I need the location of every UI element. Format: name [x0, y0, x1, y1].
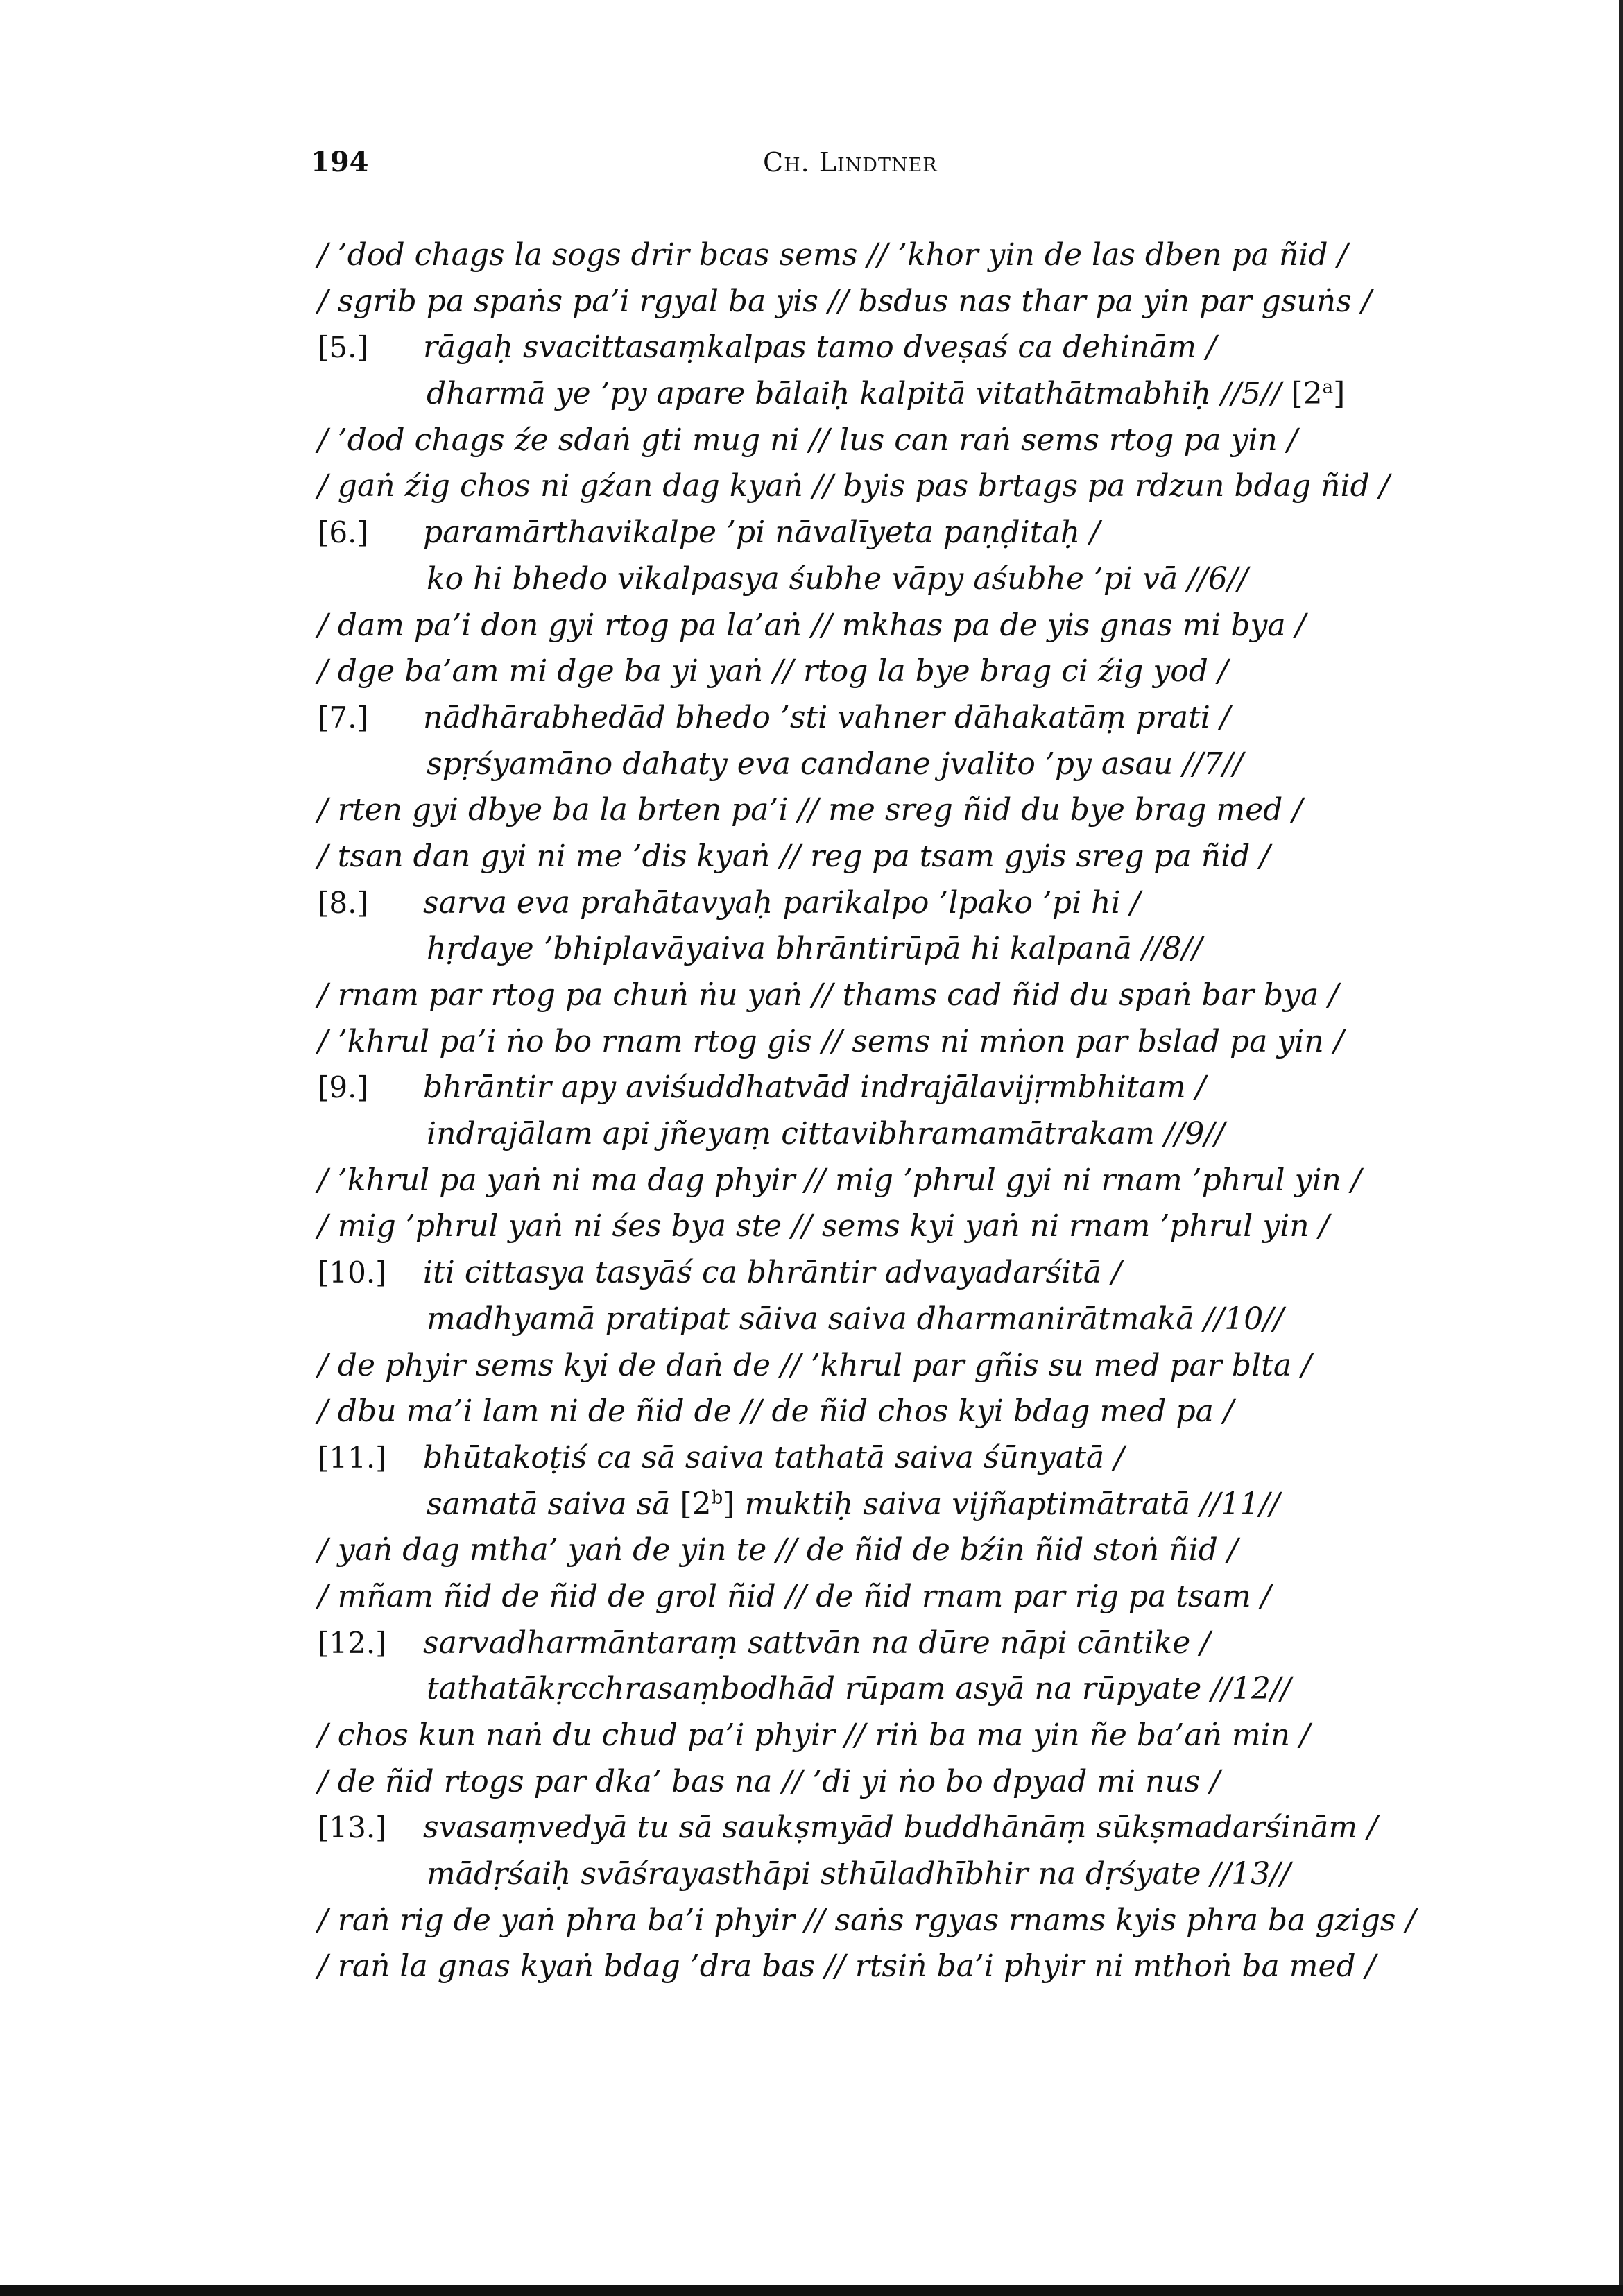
verse-number: [8.]: [318, 885, 368, 920]
folio-marker-side: b: [711, 1487, 723, 1508]
sanskrit-verse-line: [312, 1111, 1561, 1158]
binding-edge: [1619, 0, 1623, 2296]
verse-number: [9.]: [318, 1070, 368, 1105]
tibetan-text: / yaṅ dag mtha’ yaṅ de yin te // de ñid de bźin ñid stoṅ ñid /: [318, 1532, 1238, 1568]
sanskrit-text-part: mādṛśaiḥ svāśrayasthāpi sthūladhībhir na dṛśyate //13//: [427, 1856, 1291, 1892]
sanskrit-text-part: ko hi bhedo vikalpasya śubhe vāpy aśubhe ’pi vā //6//: [427, 560, 1248, 597]
sanskrit-text: bhrāntir apy aviśuddhatvād indrajālavijṛmbhitam /: [423, 1070, 1206, 1106]
sanskrit-text: paramārthavikalpe ’pi nāvalīyeta paṇḍitaḥ /: [423, 515, 1100, 551]
sanskrit-verse-line: [312, 880, 1561, 927]
body-text: [312, 232, 1561, 1990]
sanskrit-verse-line: [312, 371, 1561, 418]
sanskrit-text: iti cittasya tasyāś ca bhrāntir advayadarśitā /: [423, 1255, 1122, 1291]
sanskrit-text: [427, 371, 1345, 418]
sanskrit-text-part: samatā saiva sā: [427, 1486, 671, 1522]
sanskrit-text: nādhārabhedād bhedo ’sti vahner dāhakatāṃ prati /: [423, 699, 1230, 735]
sanskrit-text: sarva eva prahātavyaḥ parikalpo ’lpako ’pi hi /: [423, 884, 1141, 920]
sanskrit-text: rāgaḥ svacittasaṃkalpas tamo dveṣaś ca dehinām /: [423, 329, 1217, 366]
tibetan-verse-line: [312, 232, 1561, 279]
sanskrit-text: [427, 1666, 1291, 1713]
tibetan-verse-line: [312, 1389, 1561, 1435]
tibetan-text: / raṅ la gnas kyaṅ bdag ’dra bas // rtsiṅ ba’i phyir ni mthoṅ ba med /: [318, 1948, 1376, 1985]
sanskrit-text-part: madhyamā pratipat sāiva saiva dharmanirātmakā //10//: [427, 1301, 1284, 1337]
folio-marker: [680, 1487, 735, 1522]
verse-number: [13.]: [318, 1810, 387, 1845]
tibetan-text: / ’khrul pa yaṅ ni ma dag phyir // mig ’phrul gyi ni rnam ’phrul yin /: [318, 1162, 1362, 1198]
tibetan-text: / de ñid rtogs par dka’ bas na // ’di yi ṅo bo dpyad mi nus /: [318, 1763, 1221, 1799]
sanskrit-verse-line: [312, 1620, 1561, 1667]
tibetan-verse-line: [312, 649, 1561, 695]
tibetan-text: / ’dod chags źe sdaṅ gti mug ni // lus can raṅ sems rtog pa yin /: [318, 422, 1298, 458]
sanskrit-verse-line: [312, 510, 1561, 556]
sanskrit-text-part: spṛśyamāno dahaty eva candane jvalito ’py asau //7//: [427, 746, 1244, 782]
tibetan-text: / dge ba’am mi dge ba yi yaṅ // rtog la bye brag ci źig yod /: [318, 653, 1228, 689]
folio-marker-close: ]: [723, 1486, 735, 1522]
tibetan-verse-line: [312, 279, 1561, 325]
sanskrit-text: [427, 1296, 1284, 1343]
verse-number: [7.]: [318, 700, 368, 735]
tibetan-text: / tsan dan gyi ni me ’dis kyaṅ // reg pa tsam gyis sreg pa ñid /: [318, 838, 1271, 874]
sanskrit-verse-line: [312, 1296, 1561, 1343]
page-number: 194: [311, 146, 369, 178]
tibetan-verse-line: [312, 1759, 1561, 1806]
sanskrit-verse-line: [312, 926, 1561, 973]
tibetan-text: / dbu ma’i lam ni de ñid de // de ñid chos kyi bdag med pa /: [318, 1394, 1234, 1430]
tibetan-text: / de phyir sems kyi de daṅ de // ’khrul par gñis su med par blta /: [318, 1347, 1312, 1383]
sanskrit-text: [427, 742, 1244, 788]
folio-marker-side: a: [1322, 377, 1334, 398]
sanskrit-text: svasaṃvedyā tu sā saukṣmyād buddhānāṃ sūkṣmadarśinām /: [423, 1810, 1377, 1846]
verse-number: [10.]: [318, 1256, 387, 1290]
tibetan-verse-line: [312, 418, 1561, 464]
sanskrit-text: bhūtakoṭiś ca sā saiva tathatā saiva śūnyatā /: [423, 1439, 1124, 1475]
verse-number: [6.]: [318, 515, 368, 550]
tibetan-verse-line: [312, 787, 1561, 834]
bottom-scan-band: [0, 2285, 1623, 2296]
tibetan-text: / ’dod chags la sogs drir bcas sems // ’khor yin de las dben pa ñid /: [318, 237, 1348, 273]
tibetan-verse-line: [312, 1203, 1561, 1250]
tibetan-text: / rnam par rtog pa chuṅ ṅu yaṅ // thams cad ñid du spaṅ bar bya /: [318, 977, 1339, 1013]
folio-marker: [1291, 376, 1345, 411]
sanskrit-verse-line: [312, 1435, 1561, 1482]
folio-marker-open: [2: [680, 1486, 712, 1522]
tibetan-verse-line: [312, 1898, 1561, 1944]
tibetan-text: / gaṅ źig chos ni gźan dag kyaṅ // byis pas brtags pa rdzun bdag ñid /: [318, 468, 1390, 504]
verse-number: [5.]: [318, 330, 368, 365]
tibetan-text: / rten gyi dbye ba la brten pa’i // me sreg ñid du bye brag med /: [318, 792, 1303, 828]
tibetan-text: / raṅ rig de yaṅ phra ba’i phyir // saṅs rgyas rnams kyis phra ba gzigs /: [318, 1902, 1416, 1938]
sanskrit-verse-line: [312, 742, 1561, 788]
tibetan-verse-line: [312, 1944, 1561, 1990]
folio-marker-open: [2: [1291, 376, 1323, 412]
running-head: Ch. Lindtner: [763, 147, 938, 178]
tibetan-text: / dam pa’i don gyi rtog pa la’aṅ // mkhas pa de yis gnas mi bya /: [318, 607, 1306, 643]
tibetan-verse-line: [312, 463, 1561, 510]
tibetan-verse-line: [312, 1574, 1561, 1620]
sanskrit-text-part: dharmā ye ’py apare bālaiḥ kalpitā vitathātmabhiḥ //5//: [427, 376, 1282, 412]
sanskrit-text-part: muktiḥ saiva vijñaptimātratā //11//: [744, 1486, 1280, 1522]
folio-marker-close: ]: [1333, 376, 1346, 412]
tibetan-verse-line: [312, 603, 1561, 649]
sanskrit-verse-line: [312, 695, 1561, 742]
sanskrit-verse-line: [312, 1250, 1561, 1296]
sanskrit-text: [427, 926, 1202, 973]
tibetan-text: / sgrib pa spaṅs pa’i rgyal ba yis // bsdus nas thar pa yin par gsuṅs /: [318, 283, 1372, 319]
sanskrit-verse-line: [312, 1805, 1561, 1851]
verse-number: [11.]: [318, 1440, 387, 1475]
sanskrit-verse-line: [312, 325, 1561, 371]
tibetan-text: / chos kun naṅ du chud pa’i phyir // riṅ ba ma yin ñe ba’aṅ min /: [318, 1717, 1310, 1753]
sanskrit-text-part: indrajālam api jñeyaṃ cittavibhramamātrakam //9//: [427, 1116, 1225, 1152]
sanskrit-text: [427, 1482, 1280, 1528]
tibetan-verse-line: [312, 834, 1561, 880]
tibetan-verse-line: [312, 1019, 1561, 1065]
sanskrit-text: sarvadharmāntaraṃ sattvān na dūre nāpi cāntike /: [423, 1625, 1211, 1661]
sanskrit-text: [427, 1111, 1225, 1158]
tibetan-verse-line: [312, 1343, 1561, 1389]
tibetan-verse-line: [312, 973, 1561, 1019]
sanskrit-verse-line: [312, 1851, 1561, 1898]
sanskrit-text: [427, 1851, 1291, 1898]
tibetan-verse-line: [312, 1713, 1561, 1759]
tibetan-verse-line: [312, 1527, 1561, 1574]
tibetan-text: / mig ’phrul yaṅ ni śes bya ste // sems kyi yaṅ ni rnam ’phrul yin /: [318, 1208, 1330, 1244]
tibetan-text: / mñam ñid de ñid de grol ñid // de ñid rnam par rig pa tsam /: [318, 1578, 1271, 1614]
sanskrit-verse-line: [312, 1666, 1561, 1713]
sanskrit-verse-line: [312, 1065, 1561, 1111]
verse-number: [12.]: [318, 1625, 387, 1660]
sanskrit-text-part: tathatākṛcchrasaṃbodhād rūpam asyā na rūpyate //12//: [427, 1671, 1291, 1707]
tibetan-text: / ’khrul pa’i ṅo bo rnam rtog gis // sems ni mṅon par bslad pa yin /: [318, 1023, 1344, 1059]
sanskrit-text: [427, 556, 1248, 603]
sanskrit-verse-line: [312, 556, 1561, 603]
tibetan-verse-line: [312, 1158, 1561, 1204]
sanskrit-verse-line: [312, 1482, 1561, 1528]
sanskrit-text-part: hṛdaye ’bhiplavāyaiva bhrāntirūpā hi kalpanā //8//: [427, 931, 1203, 967]
